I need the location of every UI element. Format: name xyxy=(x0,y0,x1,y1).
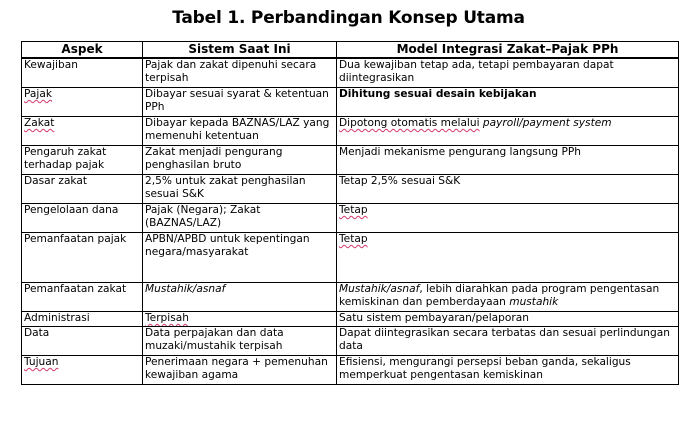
cell-aspek: Pemanfaatan pajak xyxy=(22,233,143,283)
cell-sistem: Dibayar sesuai syarat & ketentuan PPh xyxy=(143,88,337,117)
cell-sistem: APBN/APBD untuk kepentingan negara/masyarakat xyxy=(143,233,337,283)
cell-aspek xyxy=(22,356,143,385)
cell-sistem xyxy=(143,312,337,327)
cell-aspek: Pemanfaatan zakat xyxy=(22,283,143,312)
table-row xyxy=(22,312,679,327)
table-row xyxy=(22,175,679,204)
aspek-text: Tujuan xyxy=(24,356,59,368)
cell-sistem: Zakat menjadi pengurang penghasilan bruto xyxy=(143,146,337,175)
model-italic-text: mustahik xyxy=(509,296,559,308)
cell-model: Efisiensi, mengurangi persepsi beban ganda, sekaligus memperkuat pengentasan kemiskinan xyxy=(337,356,679,385)
table-row xyxy=(22,88,679,117)
cell-model xyxy=(337,204,679,233)
cell-model: Dihitung sesuai desain kebijakan xyxy=(337,88,679,117)
header-aspek: Aspek xyxy=(22,42,143,59)
cell-aspek xyxy=(22,88,143,117)
table-row xyxy=(22,327,679,356)
aspek-text: Pajak xyxy=(24,88,52,100)
table-row xyxy=(22,58,679,88)
sistem-text: Terpisah xyxy=(145,312,189,324)
cell-sistem: 2,5% untuk zakat penghasilan sesuai S&K xyxy=(143,175,337,204)
cell-aspek: Pengelolaan dana xyxy=(22,204,143,233)
table-row xyxy=(22,204,679,233)
cell-aspek: Pengaruh zakat terhadap pajak xyxy=(22,146,143,175)
header-sistem: Sistem Saat Ini xyxy=(143,42,337,59)
cell-model: Satu sistem pembayaran/pelaporan xyxy=(337,312,679,327)
cell-model xyxy=(337,117,679,146)
cell-sistem: Pajak (Negara); Zakat (BAZNAS/LAZ) xyxy=(143,204,337,233)
cell-model xyxy=(337,283,679,312)
table-row xyxy=(22,233,679,283)
aspek-text: Zakat xyxy=(24,117,55,129)
cell-aspek: Kewajiban xyxy=(22,58,143,88)
cell-sistem: Data perpajakan dan data muzaki/mustahik terpisah xyxy=(143,327,337,356)
model-text: Tetap xyxy=(339,233,368,245)
cell-sistem: Dibayar kepada BAZNAS/LAZ yang memenuhi ketentuan xyxy=(143,117,337,146)
cell-aspek xyxy=(22,117,143,146)
table-title: Tabel 1. Perbandingan Konsep Utama xyxy=(172,8,525,28)
cell-sistem: Mustahik/asnaf xyxy=(143,283,337,312)
cell-model: Dapat diintegrasikan secara terbatas dan sesuai perlindungan data xyxy=(337,327,679,356)
cell-aspek: Data xyxy=(22,327,143,356)
cell-model: Menjadi mekanisme pengurang langsung PPh xyxy=(337,146,679,175)
cell-model xyxy=(337,233,679,283)
table-header-row xyxy=(22,42,679,59)
table-row xyxy=(22,283,679,312)
cell-sistem: Pajak dan zakat dipenuhi secara terpisah xyxy=(143,58,337,88)
model-text: Dipotong otomatis melalui xyxy=(339,117,480,129)
table-row xyxy=(22,117,679,146)
model-italic-text: payroll/payment system xyxy=(482,117,612,129)
comparison-table xyxy=(21,41,679,385)
model-text: Tetap xyxy=(339,204,368,216)
cell-aspek: Administrasi xyxy=(22,312,143,327)
header-model: Model Integrasi Zakat–Pajak PPh xyxy=(337,42,679,59)
table-row xyxy=(22,356,679,385)
model-text: , lebih diarahkan pada program pengentasan kemiskinan dan pemberdayaan xyxy=(339,283,660,308)
cell-model: Tetap 2,5% sesuai S&K xyxy=(337,175,679,204)
table-row xyxy=(22,146,679,175)
model-italic-text: Mustahik/asnaf xyxy=(339,283,420,295)
cell-sistem: Penerimaan negara + pemenuhan kewajiban agama xyxy=(143,356,337,385)
cell-aspek: Dasar zakat xyxy=(22,175,143,204)
cell-model: Dua kewajiban tetap ada, tetapi pembayaran dapat diintegrasikan xyxy=(337,58,679,88)
